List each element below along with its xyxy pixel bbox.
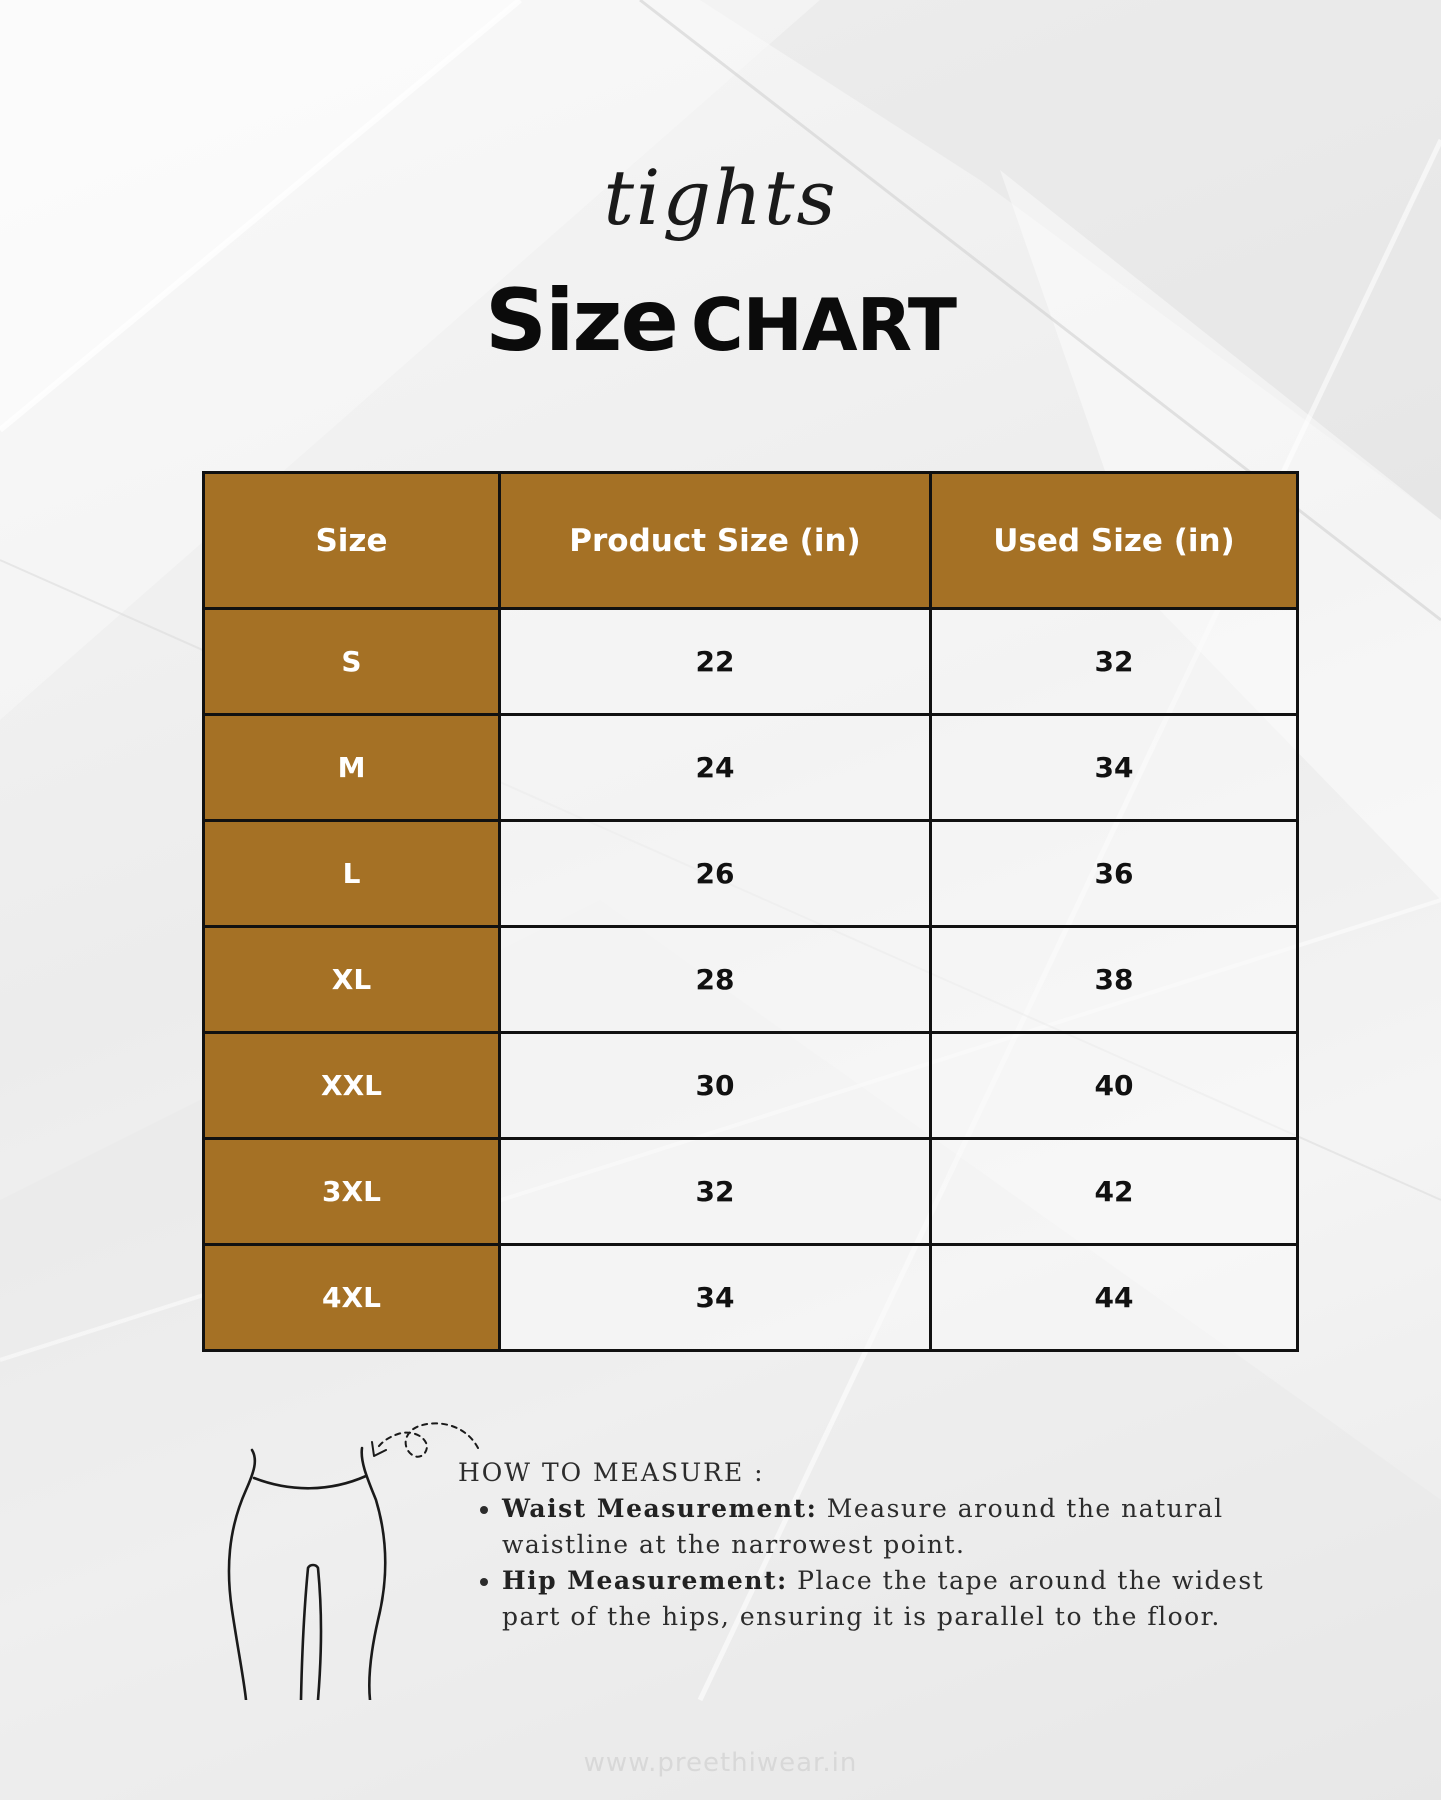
how-to-measure-heading: HOW TO MEASURE :: [458, 1458, 765, 1487]
used-size-cell: 36: [931, 821, 1298, 927]
script-title: tights: [603, 153, 838, 242]
size-cell: 4XL: [204, 1245, 500, 1351]
header-size: Size: [204, 473, 500, 609]
table-row: [204, 1139, 1298, 1245]
used-size-cell: 42: [931, 1139, 1298, 1245]
size-cell: S: [204, 609, 500, 715]
size-cell: XXL: [204, 1033, 500, 1139]
table-row: [204, 715, 1298, 821]
waist-label: Waist Measurement:: [502, 1494, 818, 1523]
header-product-size: Product Size (in): [500, 473, 931, 609]
waist-text: Measure around the natural waistline at the narrowest point.: [502, 1494, 1224, 1559]
product-size-cell: 22: [500, 609, 931, 715]
hip-text: Place the tape around the widest part of the hips, ensuring it is parallel to the floor.: [502, 1566, 1265, 1631]
size-cell: XL: [204, 927, 500, 1033]
header-used-size: Used Size (in): [931, 473, 1298, 609]
used-size-cell: 38: [931, 927, 1298, 1033]
size-cell: 3XL: [204, 1139, 500, 1245]
size-chart-table: [202, 471, 1299, 1352]
product-size-cell: 34: [500, 1245, 931, 1351]
size-cell: L: [204, 821, 500, 927]
website-link[interactable]: www.preethiwear.in: [583, 1748, 858, 1778]
product-size-cell: 28: [500, 927, 931, 1033]
size-cell: M: [204, 715, 500, 821]
how-to-measure-section: [458, 1458, 1318, 1635]
measure-list: [458, 1491, 1318, 1635]
title-size: Size: [485, 271, 677, 371]
table-header-row: [204, 473, 1298, 609]
product-size-cell: 30: [500, 1033, 931, 1139]
product-size-cell: 32: [500, 1139, 931, 1245]
table-row: [204, 821, 1298, 927]
hip-label: Hip Measurement:: [502, 1566, 788, 1595]
table-row: [204, 927, 1298, 1033]
list-item: [502, 1563, 1318, 1635]
table-row: [204, 609, 1298, 715]
page-title: [0, 271, 1441, 371]
title-chart: CHART: [690, 283, 956, 367]
used-size-cell: 32: [931, 609, 1298, 715]
table-row: [204, 1245, 1298, 1351]
list-item: [502, 1491, 1318, 1563]
product-size-cell: 26: [500, 821, 931, 927]
table-row: [204, 1033, 1298, 1139]
used-size-cell: 44: [931, 1245, 1298, 1351]
used-size-cell: 34: [931, 715, 1298, 821]
used-size-cell: 40: [931, 1033, 1298, 1139]
product-size-cell: 24: [500, 715, 931, 821]
